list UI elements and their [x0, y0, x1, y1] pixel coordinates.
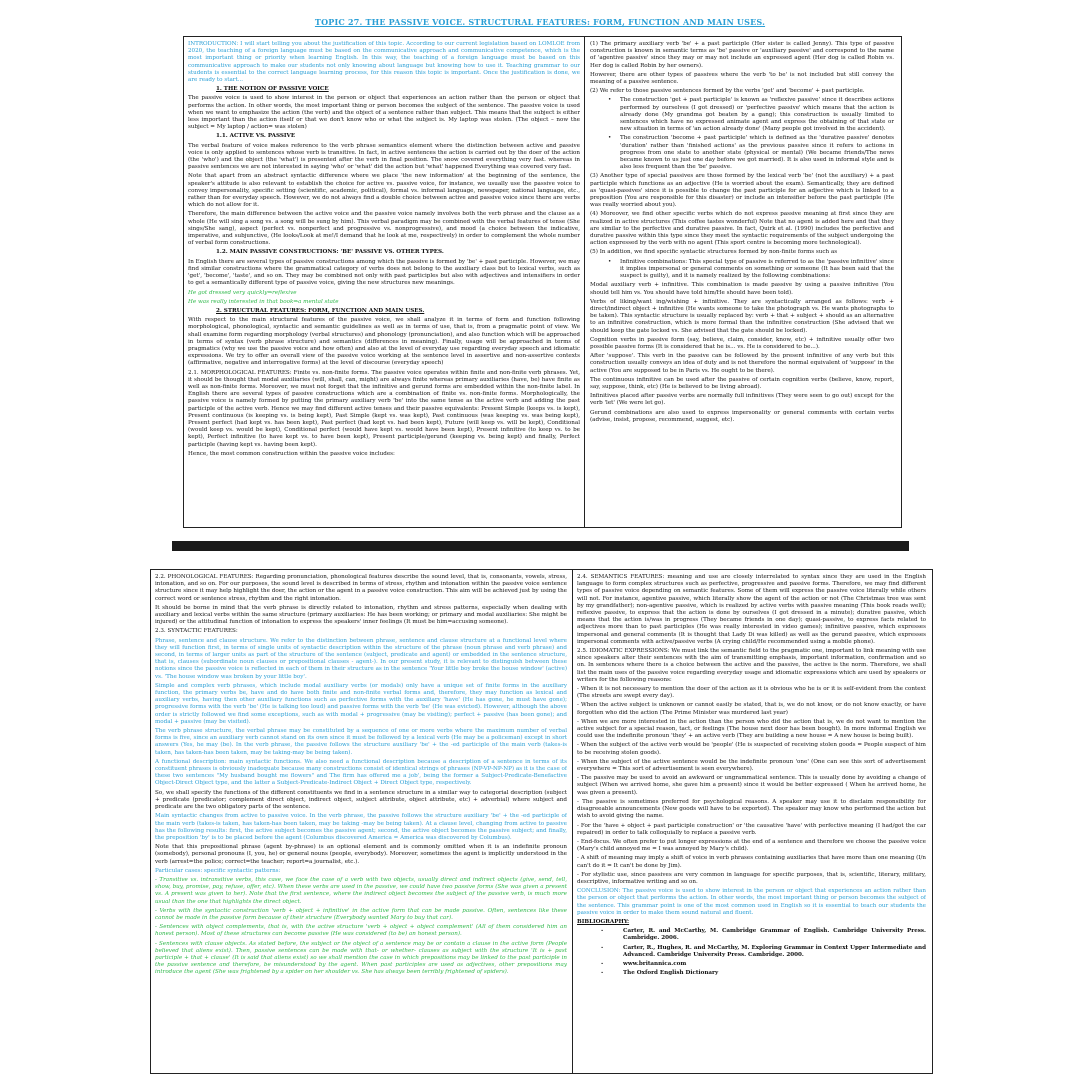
paragraph: After 'suppose'. This verb in the passive can be followed by the present infinitive of any verb but this construction usually conveys an idea of duty and is not therefore the normal equivalent of 'suppose' in the active (You are supposed to be in Paris vs. He ought to be there).: [590, 353, 894, 374]
paragraph: The continuous infinitive can be used after the passive of certain cognition verbs (believe, know, report, say, suppose, think, etc) (He is believed to be living abroad).: [590, 376, 894, 390]
paragraph: Modal auxiliary verb + infinitive. This combination is made passive by using a passive infinitive (You should tell him vs. You should have told him/He should have been told).: [590, 282, 894, 296]
paragraph: Note that this prepositional phrase (agent by-phrase) is an optional element and is commonly omitted when it is an indefinite pronoun (somebody), personal pronouns (I, you, he) or general nouns (people, everybody). Moreover, sometimes the agent is implicitly understood in the verb (arrest=the police; correct=the teacher; report=a journalist, etc.).: [155, 844, 567, 865]
paragraph: 1.2. MAIN PASSIVE CONSTRUCTIONS: 'BE' PASSIVE VS. OTHER TYPES.: [216, 249, 444, 256]
paragraph: • The construction 'become + past participle' which is defined as the 'durative passive' denotes 'duration' rather than 'finished actions' as the previous passive since it refers to actions in progress from one state to another state (physical or mental) (We became friends/The news became known to us just one day before we got married). It is also used in informal style and is also less frequent than the 'be' passive.: [590, 135, 894, 171]
paragraph: - Sentences with clause objects. As stated before, the subject or the object of a sentence may be or contain a clause in the active form (People believed that aliens exist). Then, passive sentences can be made with that- or whether- clauses as subject with the structure 'It is + past participle + that + clause' (It is said that aliens exist) so we shall mention the case in which prepositions may be linked to the past participle in the passive sentence and therefore, be misunderstood by the agent. When past participles are used as adjectives, other prepositions may introduce the agent (She was frightened by a spider on her shoulder vs. She has always been terribly frightened of spiders).: [155, 940, 567, 976]
paragraph: - End-focus. We often prefer to put longer expressions at the end of a sentence and therefore we choose the passive voice (Mary's child annoyed me = I was annoyed by Mary's child).: [577, 838, 926, 853]
page-title: TOPIC 27. THE PASSIVE VOICE. STRUCTURAL FEATURES: FORM, FUNCTION AND MAIN USES.: [314, 17, 766, 27]
paragraph: • Infinitive combinations: This special type of passive is referred to as the 'passive infinitive' since it implies impersonal or general comments on something or someone (It has been said that the suspect is guilty), and it is namely realized by the following combinations:: [590, 259, 894, 281]
top-page: [183, 36, 902, 528]
paragraph: Hence, the most common construction within the passive voice includes:: [188, 450, 395, 457]
column-divider: [584, 37, 585, 527]
paragraph: (3) Another type of special passives are those formed by the lexical verb 'be' (not the auxiliary) + a past participle which functions as an adjective (He is worried about the exam). Semantically, they are defined as 'quasi-passives' since it is possible to change the past participle for an adjective which is linked to a preposition (You are responsible for this disaster) or include an intensifier before the past participle (He was really worried about you).: [590, 173, 894, 209]
paragraph: - When we are more interested in the action than the person who did the action that is, we do not want to mention the active subject for a special reason, tact, or feelings (The house next door has been bought). In more informal English we could use the indefinite pronoun 'they' + an active verb (They are building a new house = A new house is being built).: [577, 718, 926, 740]
paragraph: The verbal feature of voice makes reference to the verb phrase semantics element where the distinction between active and passive voice is only applied to sentences whose verb is transitive. In fact, in active sentences the action is carried out by the doer of the action (the 'who') and the object (the 'what') is presented after the verb in final position. The snow covered everything very fast. whereas in passive sentences we are not interested in saying 'who' or 'what' did the action but 'what' happened Everything was covered very fast.: [188, 142, 580, 171]
paragraph: Infinitives placed after passive verbs are normally full infinitives (They were seen to go out) except for the verb 'let' (We were let go).: [590, 393, 894, 407]
paragraph: 2.2. PHONOLOGICAL FEATURES: Regarding pronunciation, phonological features describe the sound level, that is, consonants, vowels, stress, intonation, and so on. For our purposes, the sound level is described in terms of stress, rhythm and intonation within the passive voice sentence structure since it may help highlight the doer, the action or the agent in a passive voice construction. This aim will be achieved just by using the correct word or sentence stress, rhythm and the right intonation.: [155, 574, 567, 602]
paragraph: The verb phrase structure, the verbal phrase may be constituted by a sequence of one or more verbs where the maximum number of verbal forms is five, since an auxiliary verb cannot stand on its own since it must be followed by a lexical verb (He may be a policeman) except in short answers (Yes, he may (be). In the verb phrase, the passive follows the structure auxiliary 'be' + the -ed participle of the main verb (takes-is taken, has taken-has been taken, may be taking-may be being taken).: [155, 728, 567, 756]
paragraph: INTRODUCTION: I will start telling you about the justification of this topic. According to our current legislation based on LOMLOE from 2020, the teaching of a foreign language must be based on the communicative approach and communicative competence, which is the most important thing or priority when learning English. In this way, the teaching of a foreign language must be based on this communicative approach to make our students not only knowing about language but knowing how to use it. Teaching grammar to our students is essential to the correct language learning process, for this reason this topic is important. Once the justification is done, we are ready to start...: [188, 41, 580, 84]
paragraph: A functional description: main syntactic functions. We also need a functional description because a description of a sentence in terms of its constituent phrases is obviously inadequate because many constructions consist of identical strings of phrases (NP-VP-NP-NP) as it is the case of these two sentences "My husband bought me flowers" and The firm has offered me a job', being the former a Subject-Predicate-Benefactive Object-Direct Object type, and the latter a Subject-Predicate-Indirect Object + Direct Object type, respectively.: [155, 758, 567, 787]
paragraph: Gerund combinations are also used to express impersonality or general comments with certain verbs (advise, insist, propose, recommend, suggest, etc).: [590, 409, 894, 423]
paragraph: - www.britannica.com: [577, 961, 926, 968]
bottom-left-column: [155, 574, 567, 1069]
paragraph: He was really interested in that book⇒a mental state: [188, 298, 339, 305]
paragraph: - Carter, R. and McCarthy, M. Cambridge Grammar of English. Cambridge University Press. Cambridge. 2006.: [577, 928, 926, 942]
paragraph: In English there are several types of passive constructions among which the passive is formed by 'be' + past participle. However, we may find similar constructions where the grammatical category of verbs does not belong to the auxiliary class but to lexical verbs, such as 'get', 'become', 'taste', and so on. They may be combined not only with past participles but also with adjectives and intensifiers in order to get a semantically different type of passive voice, giving the new structures new meanings.: [188, 258, 580, 287]
paragraph: - When the subject of the active sentence would be the indefinite pronoun 'one' (One can see this sort of advertisement everywhere = This sort of advertisement is seen everywhere).: [577, 758, 926, 773]
paragraph: Verbs of liking/want ing/wishing + infinitive. They are syntactically arranged as follows: verb + direct/indirect object + infinitive (He wants someone to take the photograph vs. He wants photographs to be taken). This syntactic structure is usually replaced by: verb + that + subject + should as an alternative to an infinitive construction, which is more formal than the infinitive construction (She advised that we should keep the gate locked vs. She advised that the gate should be locked).: [590, 298, 894, 334]
paragraph: 2.3. SYNTACTIC FEATURES:: [155, 628, 238, 635]
paragraph: (2) We refer to those passive sentences formed by the verbs 'get' and 'become' + past participle.: [590, 88, 865, 95]
paragraph: With respect to the main structural features of the passive voice, we shall analyze it in terms of form and function following morphological, phonological, syntactic and semantic guidelines as well as in terms of use, that is, from a pragmatic point of view. We shall examine form regarding morphology (verbal structures) and phonology (pronunciation), and also function which will be approached in terms of syntax (verb phrase structure) and semantics (differences in meaning). Finally, usage will be approached in terms of pragmatics (why we use the passive voice and how often) and also at the level of everyday use regarding everyday speech and idiomatic expressions. We try to offer an overall view of the passive voice working at the sentence level in assertive and non-assertive contexts (affirmative, negative and interrogative forms) at the level of discourse (everyday speech): [188, 317, 580, 367]
paragraph: Therefore, the main difference between the active voice and the passive voice namely involves both the verb phrase and the clause as a whole (He will sing a song vs. a song will be sung by him). This verbal paradigm may be combined with the verbal features of tense (She sings/She sang), aspect (perfect vs. nonperfect and progressive vs. nonprogressive), and mood (a choice between the indicative, imperative, and subjunctive, (He looks/Look at me!/I demand that he look at me, respectively) in order to complement the whole number of verbal form constructions.: [188, 211, 580, 247]
paragraph: Main syntactic changes from active to passive voice. In the verb phrase, the passive follows the structure auxiliary 'be' + the -ed participle of the main verb (takes-is taken, has taken-has been taken, may be taking -may be being taken). At a clause level, changing from active to passive has the following results: first, the active subject becomes the passive agent; second, the active object becomes the passive subject; and finally, the preposition 'by' is to be placed before the agent (Columbus discovered America = America was discovered by Columbus).: [155, 813, 567, 841]
paragraph: - The Oxford English Dictionary: [577, 970, 926, 977]
paragraph: Simple and complex verb phrases, which include modal auxiliary verbs (or modals) only have a unique set of finite forms in the auxiliary function, the primary verbs be, have and do have both finite and non-finite verbal forms and, therefore, they may function as lexical and auxiliary verbs, having then other auxiliary functions such as perfective forms with the auxiliary 'have' (He has gone, he must have gone); progressive forms with the verb 'be' (He is talking too loud) and passive forms with the verb 'be' (He was evicted). However, although the above order is strictly followed we find some exceptions, such as with modal + progressive (may be visiting); perfect + passive (has been gone); and modal + passive (may be visited).: [155, 682, 567, 725]
paragraph: - The passive may be used to avoid an awkward or ungrammatical sentence. This is usually done by avoiding a change of subject (When we arrived home, she gave him a present) since it would be better expressed ( When he arrived home, he was given a present).: [577, 775, 926, 796]
paragraph: 1.1. ACTIVE VS. PASSIVE: [216, 133, 296, 140]
paragraph: Cognition verbs in passive form (say, believe, claim, consider, know, etc) + infinitive usually offer two possible passive forms (It is considered that he is... vs. He is considered to be...).: [590, 336, 894, 350]
paragraph: - When the active subject is unknown or cannot easily be stated, that is, we do not know, or do not know exactly, or have forgotten who did the action (The Prime Minister was murdered last year): [577, 702, 926, 716]
paragraph: - For stylistic use, since passives are very common in language for specific purposes, that is, scientific, literary, military, descriptive, informative writing and so on.: [577, 871, 926, 885]
paragraph: 2.5. IDIOMATIC EXPRESSIONS: We must link the semantic field to the pragmatic one, important to link meaning with use since speakers alter their sentences with the aim of transmitting emphasis, important information, confirmation and so on. In sentences where there is a choice between the active and the passive, the active is the norm. Therefore, we shall list the main uses of the passive voice regarding everyday usage and idiomatic expressions which are used by speakers or writers for the following reasons:: [577, 648, 926, 683]
paragraph: Particular cases: specific syntactic patterns:: [155, 867, 281, 874]
top-right-column: [590, 41, 894, 523]
paragraph: BIBLIOGRAPHY:: [577, 918, 630, 925]
paragraph: However, there are other types of passives where the verb 'to be' is not included but still convey the meaning of a passive sentence.: [590, 71, 894, 86]
paragraph: • The construction 'get + past participle' is known as 'reflexive passive' since it describes actions performed by ourselves (I got dressed) or 'perfective passive' which means that the action is already done (My grandma got beaten by a gang); this construction is usually limited to sentences which have no expressed animate agent and express the obtaining of that state or new situation in terms of 'an action already done' (Many people got involved in the accident).: [590, 97, 894, 133]
bottom-page: [150, 569, 933, 1074]
paragraph: - Transitive vs. intransitive verbs, this case, we face the case of a verb with two objects, usually direct and indirect objects (give, send, tell, show, buy, promise, pay, refuse, offer, etc). When these verbs are used in the passive, we could have two passive forms (She was given a present vs. A present was given to her). Note that the first sentence, where the indirect object becomes the subject of the passive verb, is much more usual than the one that highlights the direct object.: [155, 876, 567, 905]
paragraph: (4) Moreover, we find other specific verbs which do not express passive meaning at first since they are realized in active structures (This coffee tastes wonderful) Note that no agent is added here and that they are similar to the perfective and durative passive. In fact, Quirk et al. (1990) includes the perfective and durative passive within this type since they meet the syntactic requirements of the subject undergoing the action expressed by the verb with no agent (This sport centre is becoming more technological).: [590, 211, 894, 247]
paragraph: - When the subject of the active verb would be 'people' (He is suspected of receiving stolen goods = People suspect of him to be receiving stolen goods).: [577, 742, 926, 756]
page-separator: [172, 541, 909, 551]
paragraph: 2.4. SEMANTICS FEATURES: meaning and use are closely interrelated to syntax since they are used in the English language to form complex structures such as perfective, progressive and passive forms. Therefore, we may find different types of passive voice depending on semantic features. Some of them will express the passive voice literally while others will not. For instance, agentive passive, which literally show the agent of the action or not (The Christmas tree was sent by my grandfather); non-agentive passive, which is realized by active verbs with passive meaning (This book reads well); reflexive passive, to express that the action is done by ourselves (I got dressed in a minute); durative passive, which means that the action is/was in progress (They became friends in one day); quasi-passive, to express facts related to adjectives more than to past participles (He was really interested in video games); infinitive passive, which expresses impersonal and general comments (It is thought that Lady Di was killed) as well as the gerund passive, which expresses impersonal comments with active/passive verbs (A crying child/He recommended using a mobile phone).: [577, 574, 926, 645]
paragraph: - A shift of meaning may imply a shift of voice in verb phrases containing auxiliaries that have more than one meaning (I/n can't do it = It can't be done by Jim).: [577, 855, 926, 869]
paragraph: CONCLUSION: The passive voice is used to show interest in the person or object that experiences an action rather than the person or object that performs the action. In other words, the most important thing or person becomes the subject of the sentence. This grammar point is one of the most common used in English so it is essential to teach our students the passive voice in order to make them sound natural and fluent.: [577, 888, 926, 916]
paragraph: - Sentences with object complements, that is, with the active structure 'verb + object + object complement' (All of them considered him an honest person). Most of these structures can become passive (He was considered (to be) an honest person).: [155, 924, 567, 938]
paragraph: (5) In addition, we find specific syntactic structures formed by non-finite forms such as: [590, 249, 838, 256]
paragraph: 1. THE NOTION OF PASSIVE VOICE: [216, 86, 329, 93]
paragraph: - Carter, R., Hughes, R. and McCarthy, M. Exploring Grammar in Context Upper Intermediate and Advanced. Cambridge University Press. Cambridge. 2000.: [577, 945, 926, 959]
paragraph: 2.1. MORPHOLOGICAL FEATURES: Finite vs. non-finite forms. The passive voice operates within finite and non-finite verb phrases. Yet, it should be thought that modal auxiliaries (will, shall, can, might) are always finite whereas primary auxiliaries (have, be) have finite as well as non-finite forms. Moreover, we must not forget that the infinitive and gerund forms are embedded within the non-finite label. In English there are several types of passive constructions which are a combination of finite vs. non-finite forms. Morphologically, the passive voice is namely formed by putting the primary auxiliary verb 'be' into the same tense as the active verb and adding the past participle of the active verb. Hence we may find different active tenses and their passive equivalents: Present Simple (keeps vs. is kept), Present continuous (is keeping vs. is being kept), Past Simple (kept vs. was kept), Past continuous (was keeping vs. was being kept), Present perfect (had kept vs. has been kept), Past perfect (had kept vs. had been kept), Future (will keep vs. will be kept), Conditional (would keep vs. would be kept), Conditional perfect (would have kept vs. would have been kept), Present infinitive (to keep vs. to be kept), Perfect infinitive (to have kept vs. to have been kept), Present participle/gerund (keeping vs. being kept) and finally, Perfect participle (having kept vs. having been kept).: [188, 369, 580, 448]
paragraph: The passive voice is used to show interest in the person or object that experiences an action rather than the person or object that performs the action. In other words, the most important thing or person becomes the subject of the sentence. The passive voice is used when we want to emphasize the action (the verb) and the object of a sentence rather than subject. This means that the subject is either less important than the action itself or that we don't know who or what the subject is. My laptop was stolen. (The object – now the subject = My laptop / action= was stolen): [188, 95, 580, 131]
paragraph: - For the 'have + object + past participle construction' or 'the causative 'have' with perfective meaning (I had/got the car repaired) in order to talk colloquially to replace a passive verb.: [577, 822, 926, 836]
paragraph: - The passive is sometimes preferred for psychological reasons. A speaker may use it to disclaim responsibility for disagreeable announcements (New goods will have to be exported). The speaker may know who performed the action but wish to avoid giving the name.: [577, 798, 926, 820]
paragraph: 2. STRUCTURAL FEATURES: FORM, FUNCTION AND MAIN USES.: [216, 307, 425, 314]
column-divider: [572, 570, 573, 1073]
paragraph: (1) The primary auxiliary verb 'be' + a past participle (Her sister is called Jenny). This type of passive construction is known in semantic terms as 'be' passive or 'auxiliary passive' and correspond to the name of 'agentive passive' since they may or may not include an expressed agent (Her dog is called Robin vs. Her dog is called Robin by her owners).: [590, 41, 894, 69]
top-left-column: [188, 41, 580, 523]
paragraph: - Verbs with the syntactic construction 'verb + object + infinitive' in the active form that can be made passive. Often, sentences like these cannot be made in the passive form because of their structure (Everybody wanted Mary to buy that car).: [155, 907, 567, 921]
paragraph: - When it is not necessary to mention the doer of the action as it is obvious who he is or it is self-evident from the context (The streets are swept every day).: [577, 686, 926, 700]
bottom-right-column: [577, 574, 926, 1069]
paragraph: So, we shall specify the functions of the different constituents we find in a sentence structure in a similar way to categorial description (subject + predicate (predicator; complement direct object, indirect object, subject attribute, object attribute, etc) + adverbial) where subject and predicate are the two obligatory parts of the sentence.: [155, 789, 567, 811]
paragraph: He got dressed very quickly⇒reflexive: [188, 289, 297, 296]
paragraph: It should be borne in mind that the verb phrase is directly related to intonation, rhythm and stress patterns, especially when dealing with auxiliary and lexical verbs within the same structure (primary auxiliaries: He has been working; or primary and modal auxiliaries: She might be injured) or the attitudinal function of intonation to express the speakers' inner feelings (It must be him=accusing someone).: [155, 604, 567, 626]
paragraph: Phrase, sentence and clause structure. We refer to the distinction between phrase, sentence and clause structure at a functional level where they will function first, in terms of single units of syntactic description within the structure of the phrase (noun phrase and verb phrase) and second, in terms of larger units as part of the structure of the sentence (subject, predicate and agent) or embedded in the sentence structure, that is, clauses (subordinate noun clauses or prepositional clauses - agent-). In our present study, it is relevant to distinguish between these notions since the passive voice is reflected in each of them in their structure as in the sentence 'Your little boy broke the house window' (active) vs. 'The house window was broken by your little boy'.: [155, 637, 567, 680]
paragraph: Note that apart from an abstract syntactic difference where we place 'the new information' at the beginning of the sentence, the speaker's attitude is also relevant to establish the choice for active vs. passive voice, for instance, we usually use the passive voice to convey impersonality, specific setting (scientific, academic, political), formal vs. informal language, newspaper, national language, etc., rather than for everyday speech. However, we do not always find a double choice between active and passive voice since there are verbs which do not allow for it.: [188, 173, 580, 209]
